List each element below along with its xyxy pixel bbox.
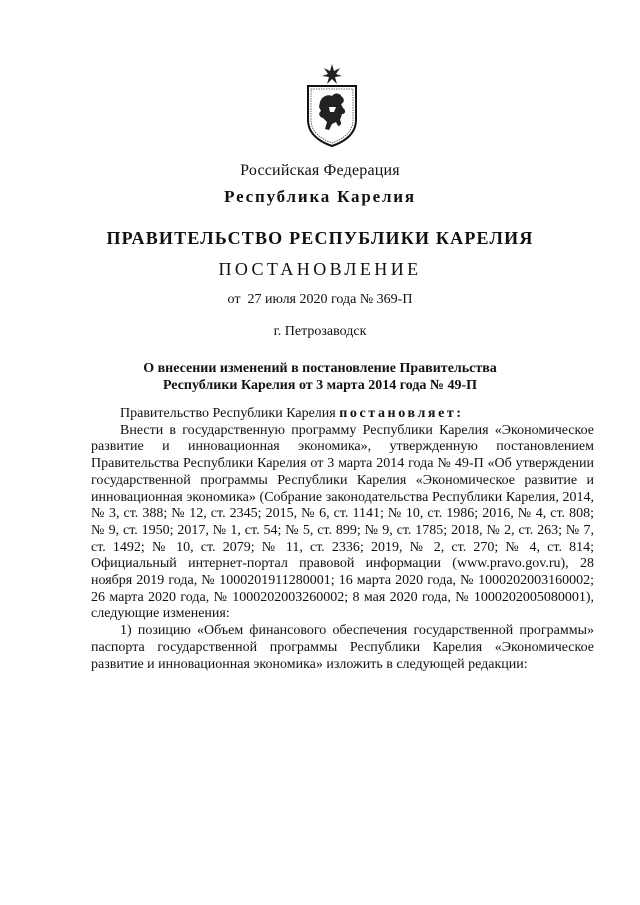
title-line-2: Республики Карелия от 3 марта 2014 года № 49-П xyxy=(162,378,478,393)
country-name: Российская Федерация xyxy=(240,162,400,179)
document-body xyxy=(91,406,594,673)
decree-statement xyxy=(91,406,594,423)
title-line-1: О внесении изменений в постановление Правительства xyxy=(143,361,497,376)
document-title xyxy=(0,360,640,394)
republic-name: Республика Карелия xyxy=(224,187,416,206)
document-type: ПОСТАНОВЛЕНИЕ xyxy=(218,259,422,279)
coat-of-arms-icon xyxy=(302,62,362,148)
paragraph-amendments: Внести в государственную программу Республики Карелия «Экономическое развитие и инновационная экономика», утвержденную постановлением Правительства Республики Карелия от 3 марта 2014 года № 49-П «Об утверждении государственной программы Республики Карелия «Экономическое развитие и инновационная экономика» (Собрание законодательства Республики Карелия, 2014, № 3, ст. 388; № 12, ст. 2345; 2015, № 6, ст. 1141; № 10, ст. 1986; 2016, № 4, ст. 808; № 9, ст. 1950; 2017, № 1, ст. 54; № 5, ст. 899; № 9, ст. 1785; 2018, № 2, ст. 263; № 7, ст. 1492; № 10, ст. 2079; № 11, ст. 2336; 2019, № 2, ст. 270; № 4, ст. 814; Официальный интернет-портал правовой информации (www.pravo.gov.ru), 28 ноября 2019 года, № 1000201911280001; 16 марта 2020 года, № 1000202003160002; 26 марта 2020 года, № 1000202003260002; 8 мая 2020 года, № 1000202005080001), следующие изменения: xyxy=(91,422,594,622)
government-name: ПРАВИТЕЛЬСТВО РЕСПУБЛИКИ КАРЕЛИЯ xyxy=(106,228,534,248)
document-city: г. Петрозаводск xyxy=(273,324,367,339)
decree-verb: постановляет: xyxy=(339,406,464,421)
document-date-number: от 27 июля 2020 года № 369-П xyxy=(227,292,413,307)
paragraph-item-1: 1) позицию «Объем финансового обеспечения государственной программы» паспорта государственной программы Республики Карелия «Экономическое развитие и инновационная экономика» изложить в следующей редакции: xyxy=(91,623,594,672)
decree-intro: Правительство Республики Карелия xyxy=(120,406,340,421)
